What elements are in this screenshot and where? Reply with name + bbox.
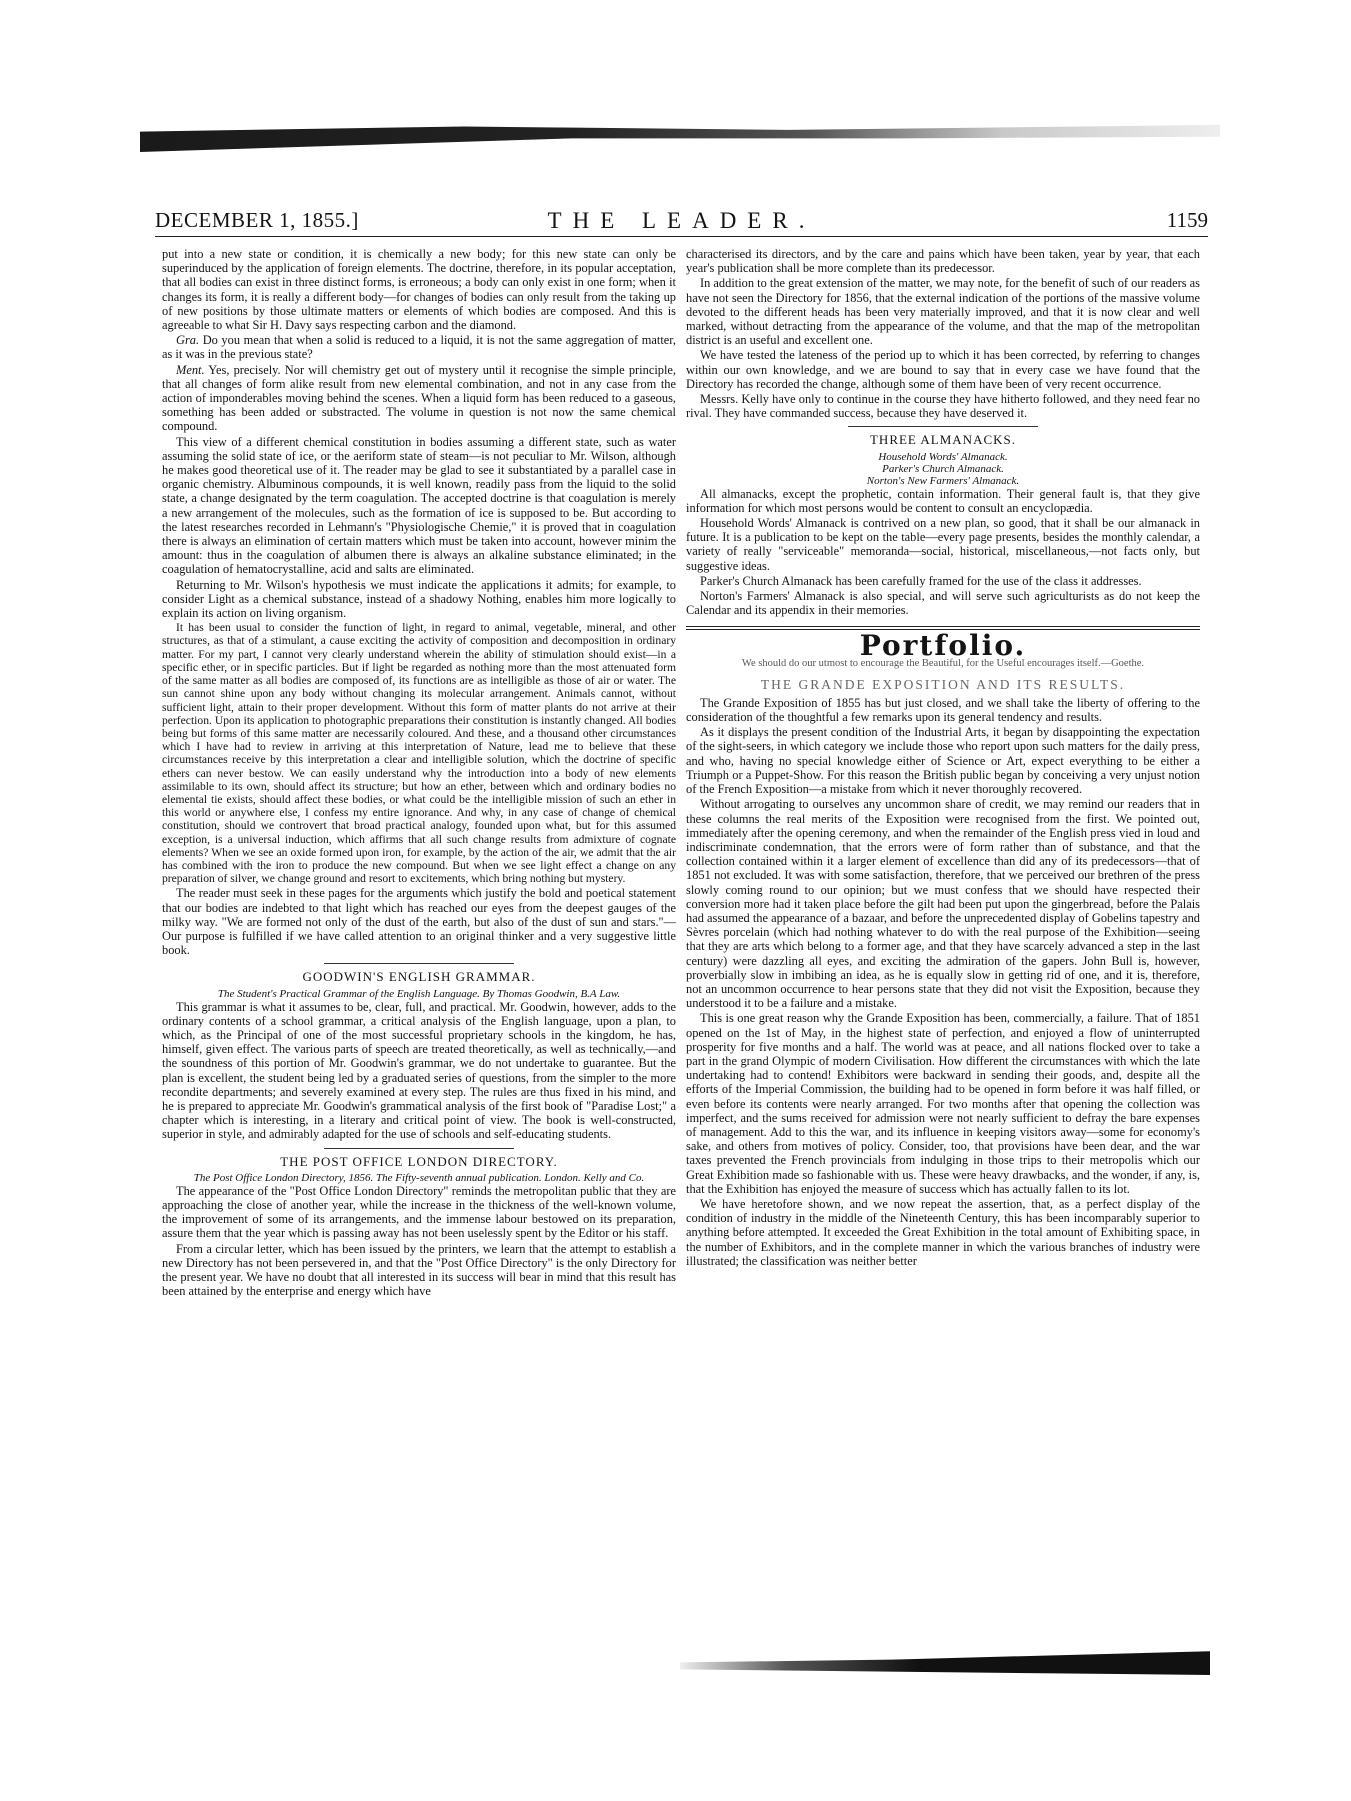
review-subtitle: The Student's Practical Grammar of the English Language. By Thomas Goodwin, B.A Law. (217, 987, 621, 1000)
dialogue-paragraph (162, 363, 676, 434)
review-subtitle: Household Words' Almanack. (878, 450, 1008, 463)
review-paragraph: Norton's Farmers' Almanack is also special, and will serve such agriculturists as do not keep the Calendar and its appendix in their memories. (686, 589, 1200, 618)
review-paragraph: Household Words' Almanack is contrived on a new plan, so good, that it shall be our almanack in future. It is a publication to be kept on the table—every page presents, besides the monthly calendar, a variety of really "serviceable" memoranda—social, historical, miscellaneous,—not facts only, but suggestive ideas. (686, 516, 1200, 573)
page-number: 1159 (1166, 208, 1208, 232)
dialogue-text: Yes, precisely. Nor will chemistry get out of mystery until it recognise the simple principle, that all changes of form alike result from new elemental combination, and not in any case from the action of imponderables moving behind the scenes. When a liquid form has been reduced to a gaseous, something has been added or substracted. The volume in question is not now the same chemical compound. (162, 362, 676, 434)
review-paragraph: Parker's Church Almanack has been carefully framed for the use of the class it addresses. (700, 573, 1142, 588)
article-paragraph: This is one great reason why the Grande Exposition has been, commercially, a failure. That of 1851 opened on the 1st of May, in the highest state of perfection, and enjoyed a flow of uninterrupted prosperity for five months and a half. The world was at peace, and all nations flocked over to take a part in the grand Olympic of modern Civilisation. How different the circumstances with which the late undertaking had to contend! Exhibitors were backward in sending their goods, and, despite all the efforts of the Imperial Commission, the building had to be opened in form before it was half filled, or even before its contents were nearly arranged. For two months after that opening the collection was imperfect, and the sums received for admission were not nearly sufficient to defray the bare expenses of management. Add to this the war, and its influence in keeping visitors away—some for economy's sake, and others from motives of policy. Consider, too, that provisions have been dear, and the war taxes prevented the French provincials from indulging in those trips to their metropolis which our Great Exhibition made so fashionable with us. These were heavy drawbacks, and the wonder, if any, is, that the Exhibition has enjoyed the measure of success which has actually fallen to its lot. (686, 1011, 1200, 1196)
review-paragraph: From a circular letter, which has been issued by the printers, we learn that the attempt to establish a new Directory has not been persevered in, and that the "Post Office Directory" is the only Directory for the present year. We have no doubt that all interested in its success will bear in mind that this result has been attained by the enterprise and energy which have (162, 1241, 676, 1299)
article-heading: THE GRANDE EXPOSITION AND ITS RESULTS. (760, 676, 1126, 692)
review-paragraph: Messrs. Kelly have only to continue in the course they have hitherto followed, and they need fear no rival. They have commanded success, because they have deserved it. (686, 392, 1200, 421)
review-subtitle: Norton's New Farmers' Almanack. (866, 474, 1020, 487)
left-column (162, 247, 676, 1299)
review-subtitle: The Post Office London Directory, 1856. The Fifty-seventh annual publication. London. Kelly and Co. (193, 1171, 645, 1184)
portfolio-motto: We should do our utmost to encourage the Beautiful, for the Useful encourages itself.—Goethe. (741, 657, 1145, 669)
review-paragraph: We have tested the lateness of the period up to which it has been corrected, by referring to changes within our own knowledge, and we are bound to say that in every case we have found that the Directory has recorded the change, although some of them have been of very recent occurrence. (686, 348, 1200, 391)
issue-date: DECEMBER 1, 1855.] (155, 208, 359, 232)
article-paragraph: Without arrogating to ourselves any uncommon share of credit, we may remind our readers that in these columns the real merits of the Exposition were recognised from the first. We pointed out, immediately after the opening ceremony, and when the remainder of the English press vied in loud and indiscriminate condemnation, that the errors were of form rather than of substance, and that the collection contained within it a larger element of excellence than did any of its predecessors—that of 1851 not excluded. It was with some satisfaction, therefore, that we perceived our brethren of the press slowly coming round to our opinion; but we must confess that we should have respected their conversion more had it taken place before the gilt had been put upon the gingerbread, before the Palais had assumed the appearance of a bazaar, and before the unprecedented display of Gobelins tapestry and Sèvres porcelain (which had nothing whatever to do with the real purpose of the Exhibition—seeing that they are arts which belong to a former age, and that they have scarcely advanced a step in the last century) were dazzling all eyes, and exciting the admiration of the gapers. John Bull is, however, proverbially slow in imbibing an idea, as he is equally slow in getting rid of one, and it is, therefore, not an uncommon occurrence to hear persons state that they did not visit the Exposition, because they understood it to be a failure and a mistake. (686, 797, 1200, 1011)
right-column (686, 247, 1200, 1269)
newspaper-title: THE LEADER. (547, 208, 816, 233)
review-heading: THREE ALMANACKS. (869, 432, 1016, 448)
portfolio-heading: Portfolio. (859, 629, 1027, 663)
review-subtitle: Parker's Church Almanack. (882, 462, 1004, 475)
section-divider (324, 963, 514, 964)
scan-artifact-top (140, 118, 1220, 152)
article-paragraph: put into a new state or condition, it is chemically a new body; for this new state can only be superinduced by the application of foreign elements. The doctrine, therefore, in its popular acceptation, that all bodies can exist in three distinct forms, is erroneous; a body can only exist in one form; when it changes its form, it is really a different body—for changes of bodies can only result from the taking up of new positions by those ultimate matters or elements of which bodies are composed. And this is agreeable to what Sir H. Davy says respecting carbon and the diamond. (162, 247, 676, 333)
article-paragraph: Returning to Mr. Wilson's hypothesis we must indicate the applications it admits; for example, to consider Light as a chemical substance, instead of a shadowy Nothing, enables him more logically to explain its action on living organism. (162, 577, 676, 621)
article-paragraph: As it displays the present condition of the Industrial Arts, it began by disappointing the expectation of the sight-seers, in which category we include those who report upon such matters for the daily press, and who, having no special knowledge either of Science or Art, expect everything to be either a Triumph or a Puppet-Show. For this reason the British public began by conceiving a very unjust notion of the French Exposition—a mistake from which it never thoroughly recovered. (686, 725, 1200, 797)
dialogue-text: Do you mean that when a solid is reduced to a liquid, it is not the same aggregation of matter, as it was in the previous state? (162, 333, 676, 362)
review-paragraph: In addition to the great extension of the matter, we may note, for the benefit of such of our readers as have not seen the Directory for 1856, that the external indication of the portions of the massive volume devoted to the different heads has been very materially improved, and that it is now clear and well marked, without detracting from the appearance of the volume, and that the map of the metropolitan district is an useful and excellent one. (686, 276, 1200, 348)
speaker-label: Gra. (176, 333, 200, 348)
article-paragraph: This view of a different chemical constitution in bodies assuming a different state, such as water assuming the solid state of ice, or the aeriform state of steam—is not peculiar to Mr. Wilson, although he makes good theoretical use of it. The reader may be glad to see it substantiated by a parallel case in organic chemistry. Albuminous compounds, it is well known, readily pass from the liquid to the solid state, a change designated by the term coagulation. The accepted doctrine is that coagulation is merely a new arrangement of the molecules, such as the formation of ice is supposed to be. But according to the latest researches recorded in Lehmann's "Physiologische Chemie," it is proved that in coagulation there is always an elimination of certain matters which must be taken into account, however minim the amount: thus in the coagulation of albumen there is always an alkaline substance eliminated; in the coagulation of hematocrystalline, acid and salts are eliminated. (162, 434, 676, 577)
article-paragraph: We have heretofore shown, and we now repeat the assertion, that, as a perfect display of the condition of industry in the middle of the Nineteenth Century, this has been incomparably superior to anything before attempted. It exceeded the Great Exhibition in the total amount of Exhibiting space, in the number of Exhibitors, and in the complete manner in which the various branches of industry were illustrated; the classification was neither better (686, 1196, 1200, 1268)
section-divider (324, 1148, 514, 1149)
article-paragraph: The Grande Exposition of 1855 has but just closed, and we shall take the liberty of offering to the consideration of the thoughtful a few remarks upon its general tendency and results. (686, 695, 1200, 725)
review-paragraph: characterised its directors, and by the care and pains which have been taken, year by year, that each year's publication shall be more complete than its predecessor. (686, 247, 1200, 276)
review-paragraph: All almanacks, except the prophetic, contain information. Their general fault is, that they give information for which most persons would be content to consult an encyclopædia. (686, 486, 1200, 515)
review-heading: GOODWIN'S ENGLISH GRAMMAR. (302, 969, 536, 985)
masthead (155, 208, 1208, 237)
speaker-label: Ment. (176, 362, 205, 377)
dialogue-paragraph (162, 333, 676, 361)
review-paragraph: The appearance of the "Post Office London Directory" reminds the metropolitan public that they are approaching the close of another year, while the increase in the thickness of the well-known volume, the improvement of some of its arrangements, and the immense labour bestowed on its preparation, assure them that the year which is passing away has not been uselessly spent by the Editor or his staff. (162, 1183, 676, 1241)
scan-artifact-bottom (680, 1647, 1210, 1675)
section-divider (848, 426, 1038, 427)
review-heading: THE POST OFFICE LONDON DIRECTORY. (280, 1153, 558, 1169)
review-paragraph: This grammar is what it assumes to be, clear, full, and practical. Mr. Goodwin, however, adds to the ordinary contents of a school grammar, a critical analysis of the English language, upon a plan, to which, as the Principal of one of the most successful proprietary schools in the kingdom, he has, himself, given effect. The various parts of speech are treated theoretically, as well as technically,—and the soundness of this portion of Mr. Goodwin's grammar, we do not undertake to guarantee. But the plan is excellent, the student being led by a graduated series of questions, from the simpler to the more recondite departments; and severely examined at every step. The rules are thus fixed in his mind, and he is prepared to appreciate Mr. Goodwin's grammatical analysis of the first book of "Paradise Lost;" a chapter which is interesting, in a literary and critical point of view. The book is well-constructed, superior in style, and admirably adapted for the use of schools and self-educating students. (162, 999, 676, 1142)
article-paragraph: The reader must seek in these pages for the arguments which justify the bold and poetical statement that our bodies are indebted to that light which has reached our eyes from the deepest gauges of the milky way. "We are formed not only of the dust of the earth, but also of the dust of sun and stars."—Our purpose is fulfilled if we have called attention to an original thinker and a very suggestive little book. (162, 886, 676, 958)
quoted-paragraph: It has been usual to consider the function of light, in regard to animal, vegetable, mineral, and other structures, as that of a stimulant, a cause exciting the activity of composition and decomposition in ordinary matter. For my part, I cannot very clearly understand wherein the ability of stimulation should exist—in a specific ether, or in specific particles. But if light be regarded as nothing more than the most attenuated form of the same matter as all bodies are composed of, its functions are as intelligible as those of air or water. The sun cannot shine upon any body without changing its molecular arrangement. Animals cannot, without sufficient light, attain to their proper development. Without this form of matter plants do not arrive at their perfection. Upon its application to photographic preparations their constitution is instantly changed. All bodies being but forms of this same matter are necessarily coloured. And these, and a thousand other circumstances which I have had to review in arriving at this interpretation of Nature, lead me to believe that these circumstances receive by this interpretation a clear and intelligible solution, which the doctrine of specific ethers can never bestow. We can easily understand why the introduction into a body of new elements assimilable to its own, should affect its structure; but how an ether, between which and ordinary bodies no elemental tie exists, should affect these bodies, or what could be the intelligible mission of such an ether in this world or anywhere else, I confess my entire ignorance. And why, in any case of change of chemical constitution, should we controvert that broad practical analogy, founded upon what, but for this assumed exception, is a universal induction, which affirms that all such change results from admixture of cognate elements? When we see an oxide formed upon iron, for example, by the action of the air, we admit that the air has combined with the iron to produce the new compound. But when we see light effect a change on any preparation of silver, we change ground and resort to excitements, which bring nothing but mystery. (162, 621, 676, 886)
